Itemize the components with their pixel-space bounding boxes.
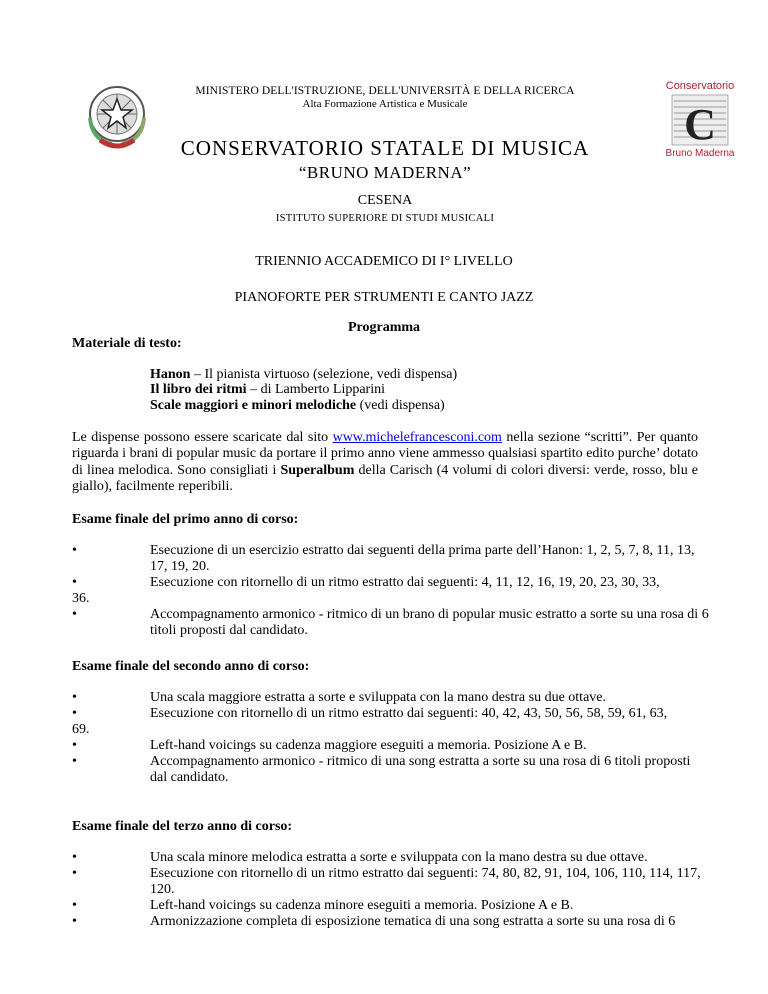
section-title-anno3: Esame finale del terzo anno di corso:	[72, 819, 293, 834]
list-item: Esecuzione di un esercizio estratto dai seguenti della prima parte dell’Hanon: 1, 2, 5, 7, 8, 11, 13, 17, 19, 20.	[150, 543, 695, 574]
list-item-continuation: 36.	[72, 591, 90, 606]
bullet-icon: •	[72, 690, 77, 705]
conservatorio-name: “BRUNO MADERNA”	[298, 163, 472, 182]
bullet-icon: •	[72, 543, 77, 558]
list-item: Left-hand voicings su cadenza maggiore eseguiti a memoria. Posizione A e B.	[150, 738, 587, 753]
bullet-icon: •	[72, 914, 77, 929]
repubblica-emblem-icon	[82, 78, 152, 156]
course-title: PIANOFORTE PER STRUMENTI E CANTO JAZZ	[234, 290, 534, 305]
city-line: CESENA	[357, 193, 413, 208]
list-item: Esecuzione con ritornello di un ritmo estratto dai seguenti: 74, 80, 82, 91, 104, 106, 110, 114, 117, 120.	[150, 866, 701, 897]
list-item: Armonizzazione completa di esposizione tematica di una song estratta a sorte su una rosa di 6	[150, 914, 676, 929]
conservatorio-title: CONSERVATORIO STATALE DI MUSICA	[180, 136, 590, 160]
section-title-anno1: Esame finale del primo anno di corso:	[72, 512, 299, 527]
istituto-line: ISTITUTO SUPERIORE DI STUDI MUSICALI	[275, 213, 495, 224]
list-item: Accompagnamento armonico - ritmico di un brano di popular music estratto a sorte su una rosa di 6 titoli proposti dal candidato.	[150, 607, 709, 638]
list-item-continuation: 69.	[72, 722, 90, 737]
list-item: Una scala maggiore estratta a sorte e sviluppata con la mano destra su due ottave.	[150, 690, 606, 705]
conservatorio-logo	[662, 77, 738, 159]
list-item: Una scala minore melodica estratta a sorte e sviluppata con la mano destra su due ottave.	[150, 850, 648, 865]
programma-heading: Programma	[347, 320, 421, 335]
intro-paragraph: Le dispense possono essere scaricate dal sito www.michelefrancesconi.com nella sezione “scritti”. Per quanto riguarda i brani di popular music da portare il primo anno viene ammesso qualsiasi spartito edito purche’ dotato di linea melodica. Sono consigliati i Superalbum della Carisch (4 volumi di colori diversi: verde, rosso, blu e giallo), facilmente reperibili.	[72, 430, 698, 495]
bullet-icon: •	[72, 898, 77, 913]
materiale-label: Materiale di testo:	[72, 336, 182, 351]
triennio-title: TRIENNIO ACCADEMICO DI I° LIVELLO	[255, 254, 513, 269]
bullet-icon: •	[72, 607, 77, 622]
bullet-icon: •	[72, 706, 77, 721]
list-item: Esecuzione con ritornello di un ritmo estratto dai seguenti: 40, 42, 43, 50, 56, 58, 59, 61, 63,	[150, 706, 668, 721]
svg-text:C: C	[684, 100, 716, 149]
alta-formazione-line: Alta Formazione Artistica e Musicale	[302, 98, 468, 110]
bullet-icon: •	[72, 738, 77, 753]
logo-bottom-text: Bruno Maderna	[665, 148, 735, 159]
ministero-line: MINISTERO DELL'ISTRUZIONE, DELL'UNIVERSITÀ E DELLA RICERCA	[195, 85, 575, 97]
list-item: Esecuzione con ritornello di un ritmo estratto dai seguenti: 4, 11, 12, 16, 19, 20, 23, 30, 33,	[150, 575, 660, 590]
reference-item: Hanon – Il pianista virtuoso (selezione, vedi dispensa)	[150, 367, 458, 382]
reference-item: Scale maggiori e minori melodiche (vedi dispensa)	[150, 398, 445, 413]
bullet-icon: •	[72, 866, 77, 881]
bullet-icon: •	[72, 575, 77, 590]
list-item: Left-hand voicings su cadenza minore eseguiti a memoria. Posizione A e B.	[150, 898, 574, 913]
bullet-icon: •	[72, 850, 77, 865]
reference-item: Il libro dei ritmi – di Lamberto Lipparini	[150, 382, 385, 397]
list-item: Accompagnamento armonico - ritmico di una song estratta a sorte su una rosa di 6 titoli proposti dal candidato.	[150, 754, 691, 785]
bullet-icon: •	[72, 754, 77, 769]
section-title-anno2: Esame finale del secondo anno di corso:	[72, 659, 310, 674]
logo-top-text: Conservatorio	[665, 80, 735, 92]
dispense-link[interactable]: www.michelefrancesconi.com	[332, 430, 502, 445]
